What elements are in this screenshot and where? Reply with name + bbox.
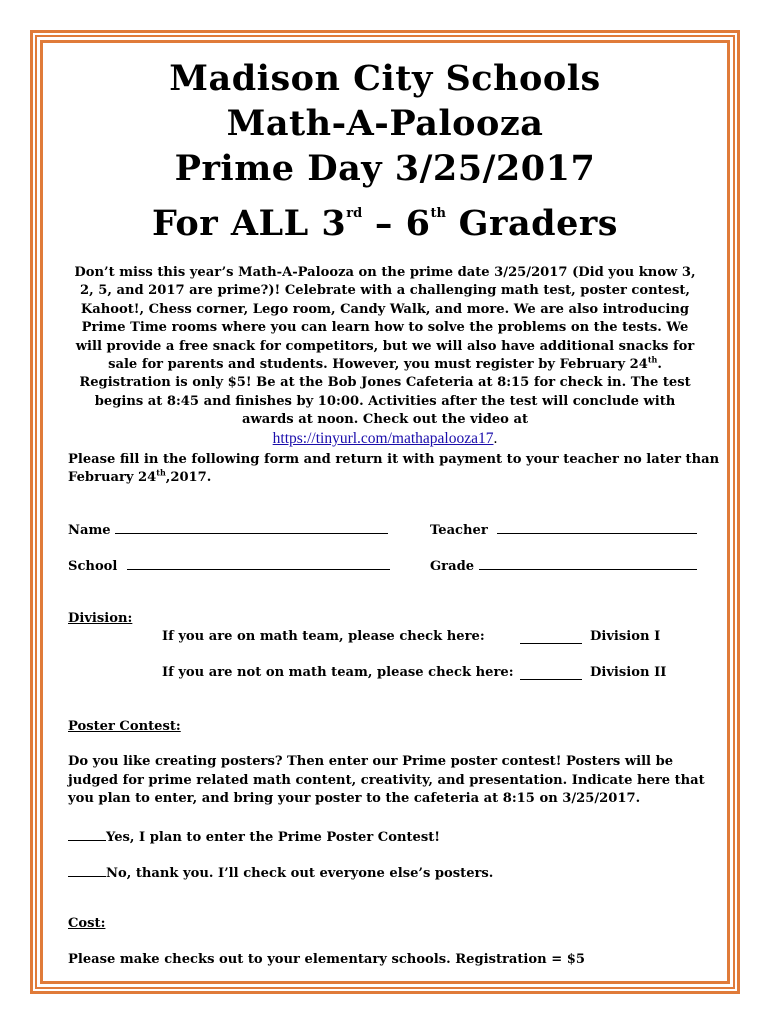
intro-ordinal: th: [647, 354, 658, 365]
title-ordinal-1: rd: [346, 206, 363, 221]
school-label: School: [68, 559, 118, 574]
instructions-year: ,2017.: [165, 470, 212, 485]
poster-yes-check-line[interactable]: [68, 827, 106, 841]
title-line-4-start: For ALL 3: [151, 203, 347, 244]
intro-text: Don’t miss this year’s Math-A-Palooza on the prime date 3/25/2017 (Did you know 3, 2, 5, and 2017 are prime?)! Celebrate with a challenging math test, poster contest, Kahoot!, Chess corner, Lego room, Candy Walk, and more. We are also introducing Prime Time rooms where you can learn how to solve the problems on the tests. We will provide a free snack for competitors, but we will also have additional snacks for sale for parents and students. However, you must register by February 24: [74, 265, 696, 373]
video-link[interactable]: https://tinyurl.com/mathapalooza17: [272, 429, 494, 447]
division-2-label: Division II: [590, 665, 667, 680]
instructions-date: February 24: [68, 470, 157, 485]
poster-no-label: No, thank you. I’ll check out everyone else’s posters.: [106, 866, 494, 881]
intro-paragraph: [70, 264, 700, 449]
cost-heading: Cost:: [68, 916, 106, 931]
title-line-3: Prime Day 3/25/2017: [174, 148, 596, 189]
school-input-line[interactable]: [127, 556, 390, 570]
division-1-text: If you are on math team, please check here:: [162, 629, 485, 644]
poster-yes-option: [68, 827, 440, 847]
name-field: [68, 520, 388, 540]
title-ordinal-2: th: [430, 206, 446, 221]
name-input-line[interactable]: [115, 520, 388, 534]
division-heading: Division:: [68, 611, 133, 626]
title-line-4: [40, 192, 730, 246]
teacher-field: [430, 520, 697, 540]
poster-yes-label: Yes, I plan to enter the Prime Poster Contest!: [106, 830, 441, 845]
link-period: .: [493, 429, 498, 447]
poster-heading: Poster Contest:: [68, 719, 181, 734]
division-1-check-line[interactable]: [520, 630, 582, 644]
teacher-input-line[interactable]: [497, 520, 697, 534]
name-label: Name: [68, 523, 111, 538]
poster-no-check-line[interactable]: [68, 863, 106, 877]
instructions-line-1: Please fill in the following form and return it with payment to your teacher no later than: [68, 452, 720, 467]
grade-input-line[interactable]: [479, 556, 697, 570]
title-line-2: Math-A-Palooza: [226, 103, 544, 144]
poster-no-option: [68, 863, 493, 883]
intro-text-continued: . Registration is only $5! Be at the Bob Jones Cafeteria at 8:15 for check in. The test begins at 8:45 and finishes by 10:00. Activities after the test will conclude with awards at noon. Check out the video at: [79, 357, 691, 428]
division-2-text: If you are not on math team, please check here:: [162, 665, 514, 680]
title-line-1: Madison City Schools: [169, 58, 601, 99]
teacher-label: Teacher: [430, 523, 488, 538]
division-2-check-line[interactable]: [520, 666, 582, 680]
title-line-4-end: Graders: [445, 203, 619, 244]
poster-description: Do you like creating posters? Then enter our Prime poster contest! Posters will be judged for prime related math content, creativity, and presentation. Indicate here that you plan to enter, and bring your poster to the cafeteria at 8:15 on 3/25/2017.: [68, 754, 705, 807]
cost-text: Please make checks out to your elementary schools. Registration = $5: [68, 952, 585, 967]
division-1-label: Division I: [590, 629, 661, 644]
title-line-4-middle: – 6: [362, 203, 431, 244]
instructions-ordinal: th: [156, 467, 166, 478]
grade-label: Grade: [430, 559, 475, 574]
school-field: [68, 556, 390, 576]
grade-field: [430, 556, 697, 576]
instructions-line-2: [68, 469, 211, 487]
